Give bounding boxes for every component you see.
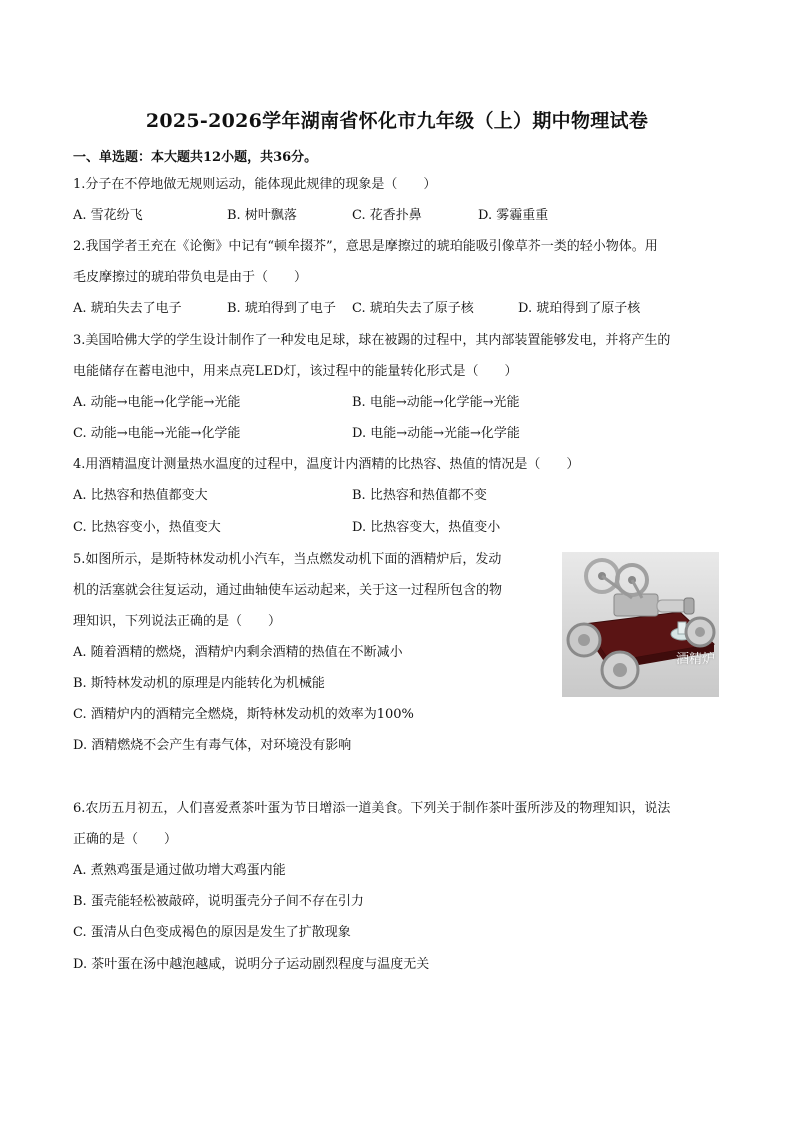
question-1-option-c: C. 花香扑鼻 [352,208,422,223]
question-3-option-a: A. 动能→电能→化学能→光能 [73,395,241,410]
question-4-option-c: C. 比热容变小，热值变大 [73,520,221,535]
question-5-stem-line-1: 5.如图所示，是斯特林发动机小汽车，当点燃发动机下面的酒精炉后，发动 [73,552,502,567]
question-2-option-d: D. 琥珀得到了原子核 [518,301,641,316]
question-4-option-b: B. 比热容和热值都不变 [352,488,487,503]
question-6-option-d: D. 茶叶蛋在汤中越泡越咸，说明分子运动剧烈程度与温度无关 [73,957,430,972]
question-4-option-d: D. 比热容变大，热值变小 [352,520,501,535]
question-3-option-b: B. 电能→动能→化学能→光能 [352,395,520,410]
question-6-option-c: C. 蛋清从白色变成褐色的原因是发生了扩散现象 [73,925,351,940]
question-6-option-a: A. 煮熟鸡蛋是通过做功增大鸡蛋内能 [73,863,286,878]
question-6-stem-line-2: 正确的是（ ） [73,832,178,847]
question-5-option-d: D. 酒精燃烧不会产生有毒气体，对环境没有影响 [73,738,352,753]
question-3-option-d: D. 电能→动能→光能→化学能 [352,426,520,441]
question-3-option-c: C. 动能→电能→光能→化学能 [73,426,241,441]
question-3-stem-line-1: 3.美国哈佛大学的学生设计制作了一种发电足球，球在被踢的过程中，其内部装置能够发电，并将产生的 [73,333,671,348]
question-1-option-d: D. 雾霾重重 [478,208,549,223]
question-5-stem-line-2: 机的活塞就会往复运动，通过曲轴使车运动起来，关于这一过程所包含的物 [73,583,503,598]
section-heading: 一、单选题：本大题共12小题，共36分。 [73,150,318,165]
question-2-option-a: A. 琥珀失去了电子 [73,301,182,316]
question-2-option-b: B. 琥珀得到了电子 [227,301,336,316]
alcohol-burner-label: 酒精炉 [675,652,715,667]
question-6-option-b: B. 蛋壳能轻松被敲碎，说明蛋壳分子间不存在引力 [73,894,364,909]
question-2-option-c: C. 琥珀失去了原子核 [352,301,474,316]
question-1-option-b: B. 树叶飘落 [227,208,297,223]
question-5-stem-line-3: 理知识，下列说法正确的是（ ） [73,614,282,629]
question-5-option-c: C. 酒精炉内的酒精完全燃烧，斯特林发动机的效率为100% [73,707,414,722]
question-4-stem: 4.用酒精温度计测量热水温度的过程中，温度计内酒精的比热容、热值的情况是（ ） [73,457,580,472]
page-title: 2025-2026学年湖南省怀化市九年级（上）期中物理试卷 [145,110,649,132]
question-1-stem: 1.分子在不停地做无规则运动，能体现此规律的现象是（ ） [73,177,437,192]
question-1-option-a: A. 雪花纷飞 [73,208,143,223]
question-4-option-a: A. 比热容和热值都变大 [73,488,208,503]
stirling-engine-car-photo [562,552,719,697]
question-2-stem-line-2: 毛皮摩擦过的琥珀带负电是由于（ ） [73,270,308,285]
question-2-stem-line-1: 2.我国学者王充在《论衡》中记有“顿牟掇芥”，意思是摩擦过的琥珀能吸引像草芥一类的轻小物体。用 [73,239,658,254]
question-3-stem-line-2: 电能储存在蓄电池中，用来点亮LED灯，该过程中的能量转化形式是（ ） [73,364,518,379]
question-5-option-b: B. 斯特林发动机的原理是内能转化为机械能 [73,676,325,691]
question-6-stem-line-1: 6.农历五月初五，人们喜爱煮茶叶蛋为节日增添一道美食。下列关于制作茶叶蛋所涉及的物理知识，说法 [73,801,671,816]
question-5-option-a: A. 随着酒精的燃烧，酒精炉内剩余酒精的热值在不断减小 [73,645,403,660]
stirling-engine-car-illustration [562,552,719,697]
